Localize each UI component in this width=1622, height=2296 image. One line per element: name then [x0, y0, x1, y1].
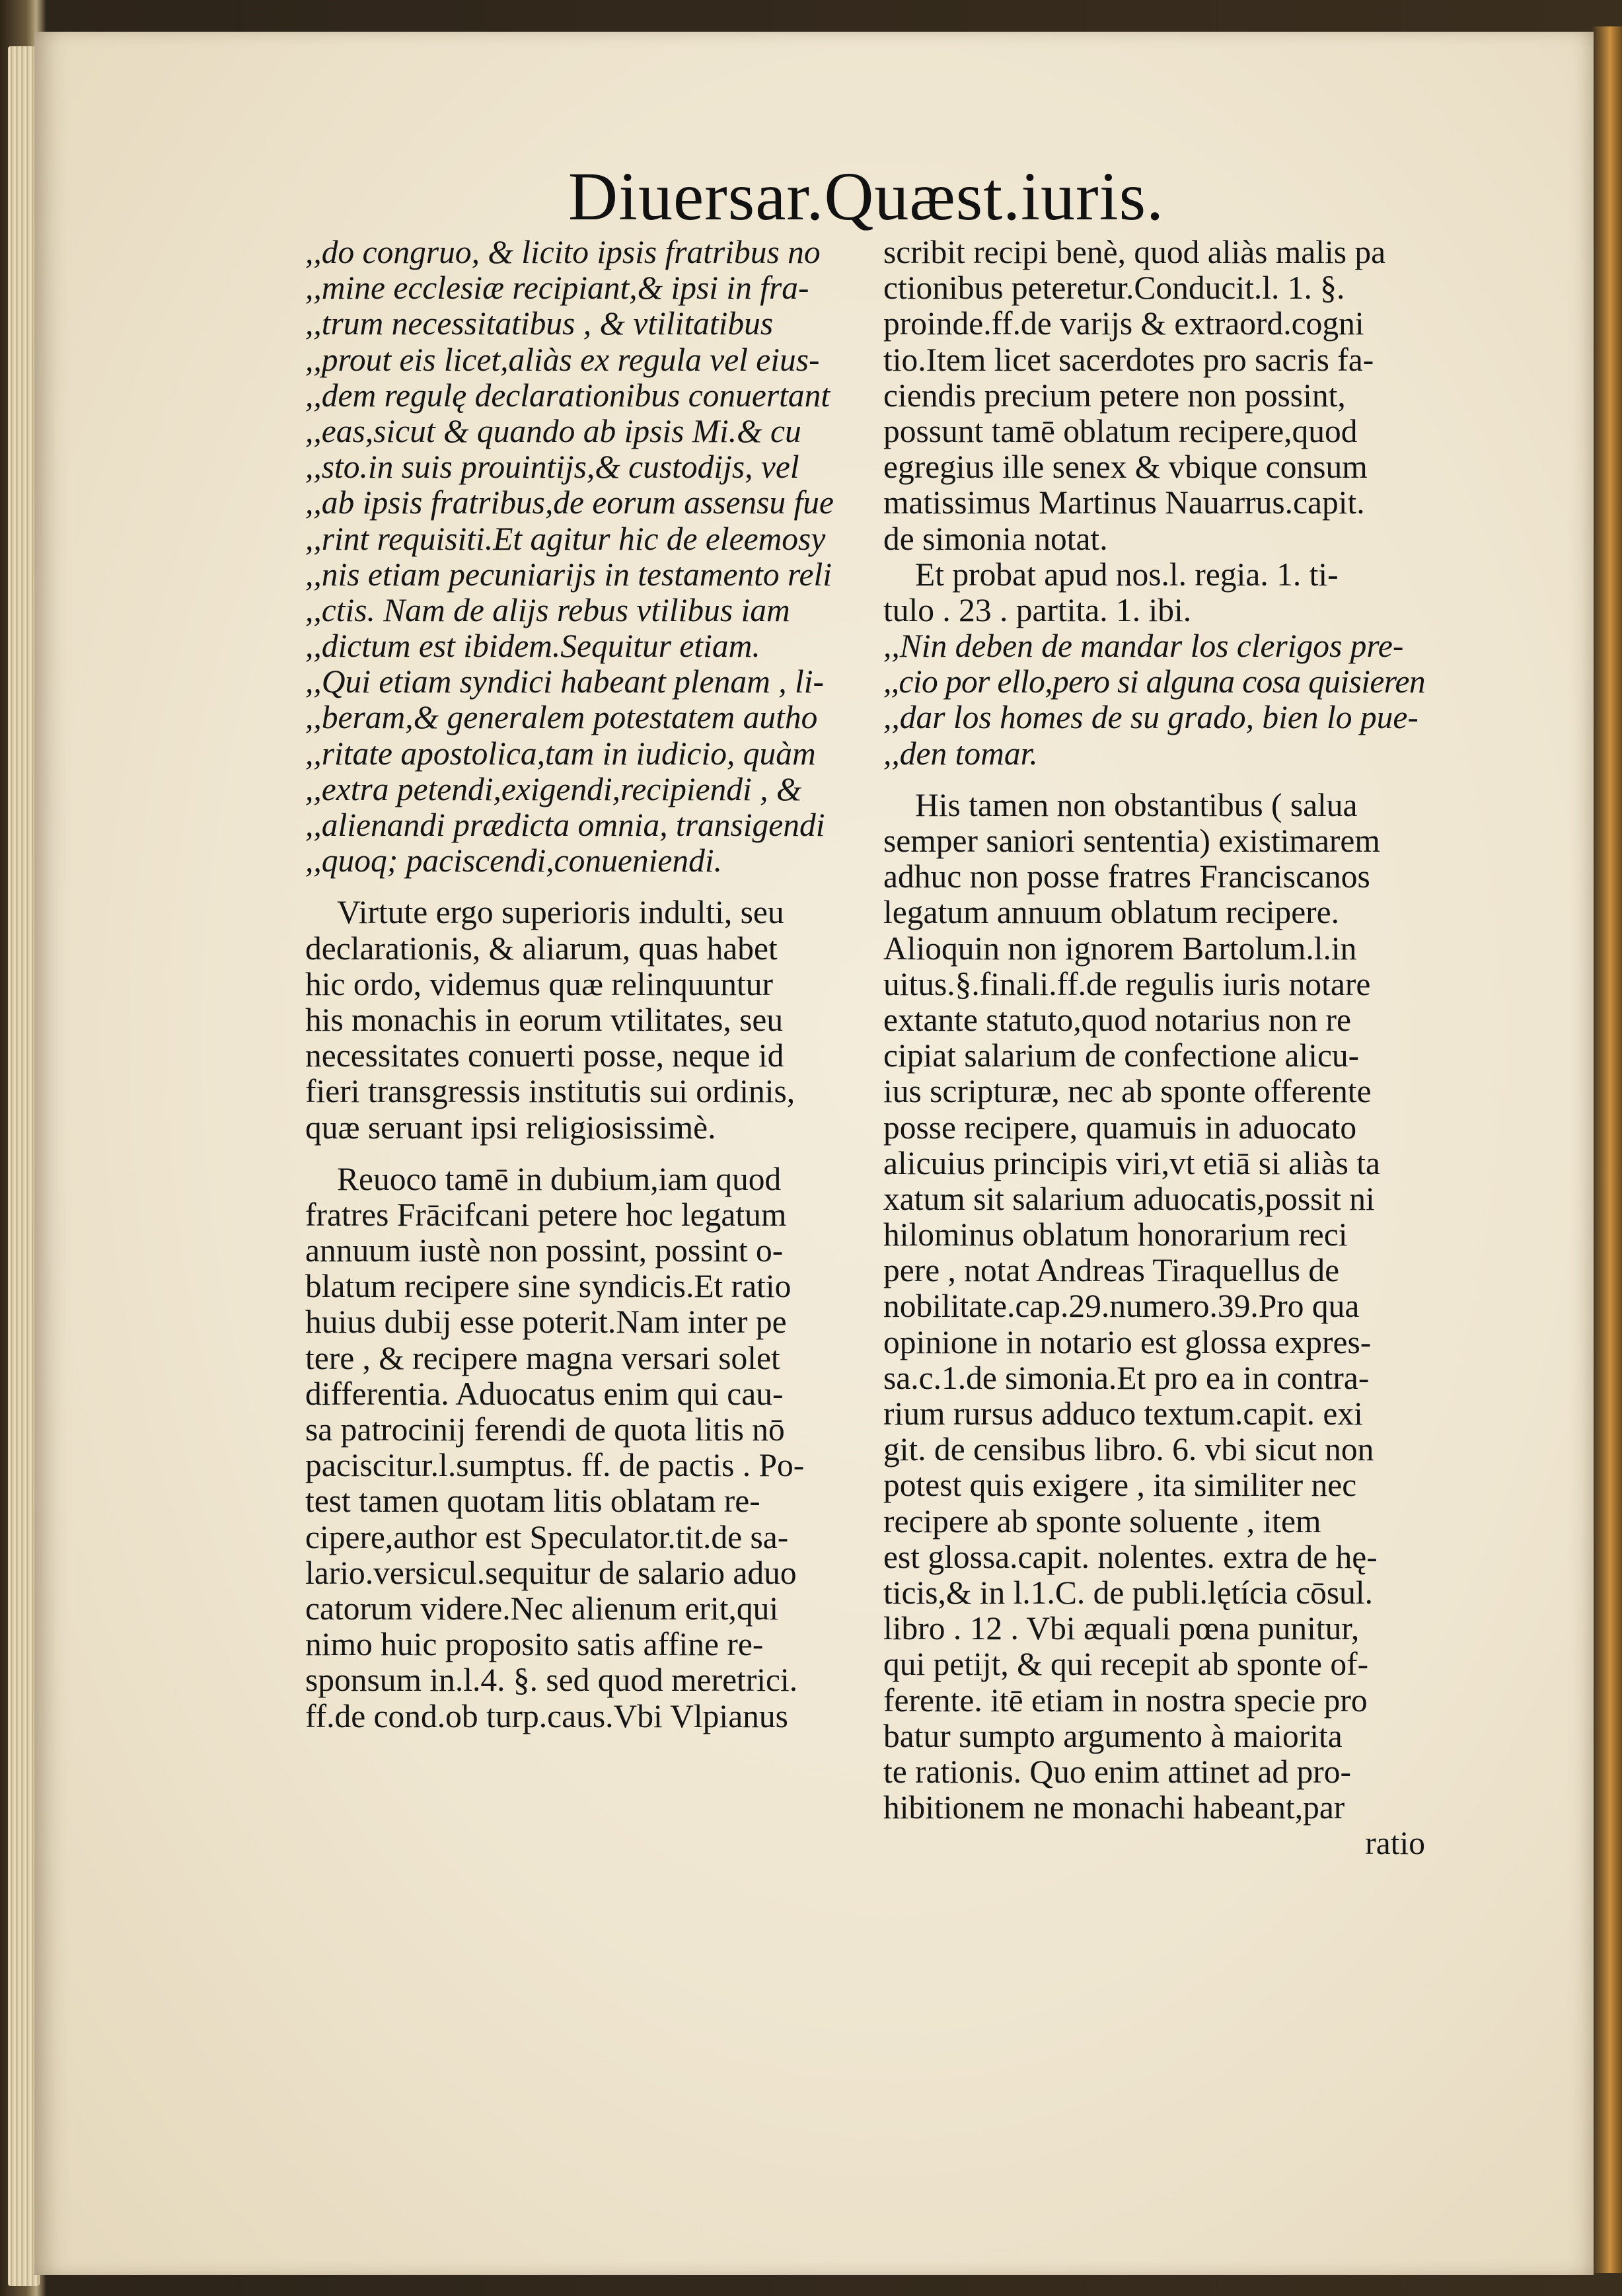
text-line: ,,dictum est ibidem.Sequitur etiam. [305, 628, 760, 665]
text-line: differentia. Aduocatus enim qui cau- [305, 1376, 784, 1412]
text-line: sa.c.1.de simonia.Et pro ea in contra- [883, 1360, 1370, 1396]
text-line: annuum iustè non possint, possint o- [305, 1233, 784, 1269]
text-line: Virtute ergo superioris indulti, seu [337, 895, 784, 931]
running-header: Diuersar.Quæst.iuris. [568, 159, 1165, 235]
catchword: ratio [1365, 1826, 1425, 1862]
text-line: pere , notat Andreas Tiraquellus de [883, 1253, 1340, 1289]
text-line: adhuc non posse fratres Franciscanos [883, 859, 1370, 895]
text-line: te rationis. Quo enim attinet ad pro- [883, 1754, 1351, 1790]
text-line: semper saniori sententia) existimarem [883, 823, 1380, 859]
text-line: His tamen non obstantibus ( salua [915, 787, 1358, 823]
text-line: ,,dem regulę declarationibus conuertant [305, 377, 830, 414]
text-line: catorum videre.Nec alienum erit,qui [305, 1590, 779, 1627]
text-line: ,,quoq; paciscendi,conueniendi. [305, 843, 722, 879]
text-line: matissimus Martinus Nauarrus.capit. [883, 485, 1365, 521]
text-line: ,,ab ipsis fratribus,de eorum assensu fue [305, 485, 834, 521]
text-line: hilominus oblatum honorarium reci [883, 1217, 1348, 1253]
text-line: est glossa.capit. nolentes. extra de hę- [883, 1539, 1378, 1575]
paragraph-gap [305, 1146, 834, 1162]
text-line: ciendis precium petere non possint, [883, 377, 1346, 414]
text-line: tio.Item licet sacerdotes pro sacris fa- [883, 342, 1374, 378]
text-line: his monachis in eorum vtilitates, seu [305, 1002, 784, 1038]
text-line: ius scripturæ, nec ab sponte offerente [883, 1074, 1372, 1110]
text-line: ,,sto.in suis prouintijs,& custodijs, vel [305, 449, 799, 486]
text-line: ,,trum necessitatibus , & vtilitatibus [305, 306, 774, 342]
text-line: lario.versicul.sequitur de salario aduo [305, 1555, 797, 1591]
text-line: tulo . 23 . partita. 1. ibi. [883, 592, 1192, 628]
text-line: posse recipere, quamuis in aduocato [883, 1109, 1357, 1146]
text-line: test tamen quotam litis oblatam re- [305, 1483, 760, 1520]
text-line: tere , & recipere magna versari solet [305, 1340, 780, 1376]
text-line: ,,beram,& generalem potestatem autho [305, 700, 818, 736]
text-line: proinde.ff.de varijs & extraord.cogni [883, 306, 1364, 342]
text-line: ctionibus peteretur.Conducit.l. 1. §. [883, 270, 1345, 307]
text-line: recipere ab sponte soluente , item [883, 1503, 1321, 1539]
book-cover-edge [1592, 26, 1622, 2273]
text-line: sa patrocinij ferendi de quota litis nō [305, 1412, 785, 1448]
text-line: ,,extra petendi,exigendi,recipiendi , & [305, 771, 802, 807]
text-line: Alioquin non ignorem Bartolum.l.in [883, 930, 1357, 967]
text-line: cipere,author est Speculator.tit.de sa- [305, 1519, 789, 1555]
text-line: ,,ctis. Nam de alijs rebus vtilibus iam [305, 592, 790, 628]
text-line: cipiat salarium de confectione alicu- [883, 1038, 1360, 1074]
text-line: possunt tamē oblatum recipere,quod [883, 413, 1358, 449]
text-line: ,,prout eis licet,aliàs ex regula vel eius- [305, 342, 820, 378]
paragraph-gap [305, 879, 834, 895]
text-line: egregius ille senex & vbique consum [883, 449, 1368, 486]
text-line: extante statuto,quod notarius non re [883, 1002, 1351, 1038]
text-line: rium rursus adduco textum.capit. exi [883, 1396, 1363, 1432]
text-line: ,,mine ecclesiæ recipiant,& ipsi in fra- [305, 270, 809, 307]
text-line: ,,ritate apostolica,tam in iudicio, quàm [305, 735, 816, 772]
text-line: ,,Nin deben de mandar los clerigos pre- [883, 628, 1404, 665]
text-line: hic ordo, videmus quæ relinquuntur [305, 966, 774, 1002]
text-line: quæ seruant ipsi religiosissimè. [305, 1109, 716, 1146]
left-text-column [305, 235, 834, 1734]
text-line: uitus.§.finali.ff.de regulis iuris notare [883, 966, 1371, 1002]
text-line: blatum recipere sine syndicis.Et ratio [305, 1269, 792, 1305]
text-line: libro . 12 . Vbi æquali pœna punitur, [883, 1611, 1360, 1647]
text-line: ,,Qui etiam syndici habeant plenam , li- [305, 664, 824, 700]
text-line: ,,do congruo, & licito ipsis fratribus no [305, 235, 821, 270]
paragraph-gap [883, 772, 1425, 788]
text-line: ,,nis etiam pecuniarijs in testamento reli [305, 556, 832, 593]
text-line: nobilitate.cap.29.numero.39.Pro qua [883, 1288, 1360, 1325]
text-line: necessitates conuerti posse, neque id [305, 1038, 784, 1074]
text-line: batur sumpto argumento à maiorita [883, 1718, 1343, 1754]
text-line: nimo huic proposito satis affine re- [305, 1627, 764, 1663]
text-line: ,,cio por ello,pero si alguna cosa quisieren [883, 664, 1425, 700]
text-line: paciscitur.l.sumptus. ff. de pactis . Po- [305, 1448, 805, 1484]
text-line: legatum annuum oblatum recipere. [883, 895, 1340, 931]
text-line: alicuius principis viri,vt etiā si aliàs ta [883, 1145, 1380, 1181]
text-line: qui petijt, & qui recepit ab sponte of- [883, 1647, 1369, 1683]
text-line: Reuoco tamē in dubium,iam quod [337, 1161, 782, 1197]
text-line: scribit recipi benè, quod aliàs malis pa [883, 235, 1386, 270]
text-line: ,,dar los homes de su grado, bien lo pue- [883, 700, 1419, 736]
text-line: ,,den tomar. [883, 735, 1038, 772]
text-line: fratres Frācifcani petere hoc legatum [305, 1197, 787, 1233]
text-line: sponsum in.l.4. §. sed quod meretrici. [305, 1662, 798, 1699]
text-line: ,,rint requisiti.Et agitur hic de eleemosy [305, 521, 826, 557]
right-text-column [883, 235, 1425, 1861]
text-line: hibitionem ne monachi habeant,par [883, 1790, 1345, 1826]
text-line: ,,alienandi prædicta omnia, transigendi [305, 807, 825, 843]
text-line: huius dubij esse poterit.Nam inter pe [305, 1304, 787, 1341]
text-line: declarationis, & aliarum, quas habet [305, 930, 778, 967]
text-line: Et probat apud nos.l. regia. 1. ti- [915, 556, 1339, 593]
text-line: opinione in notario est glossa expres- [883, 1324, 1372, 1360]
text-line: ticis,& in l.1.C. de publi.lętícia cōsul. [883, 1574, 1374, 1611]
text-line: potest quis exigere , ita similiter nec [883, 1467, 1357, 1504]
text-line: de simonia notat. [883, 521, 1108, 557]
text-line: xatum sit salarium aduocatis,possit ni [883, 1181, 1375, 1217]
text-line: ff.de cond.ob turp.caus.Vbi Vlpianus [305, 1698, 788, 1734]
text-line: ferente. itē etiam in nostra specie pro [883, 1682, 1368, 1719]
text-line: git. de censibus libro. 6. vbi sicut non [883, 1432, 1374, 1468]
text-line: ,,eas,sicut & quando ab ipsis Mi.& cu [305, 413, 801, 449]
text-line: fieri transgressis institutis sui ordinis, [305, 1074, 795, 1110]
